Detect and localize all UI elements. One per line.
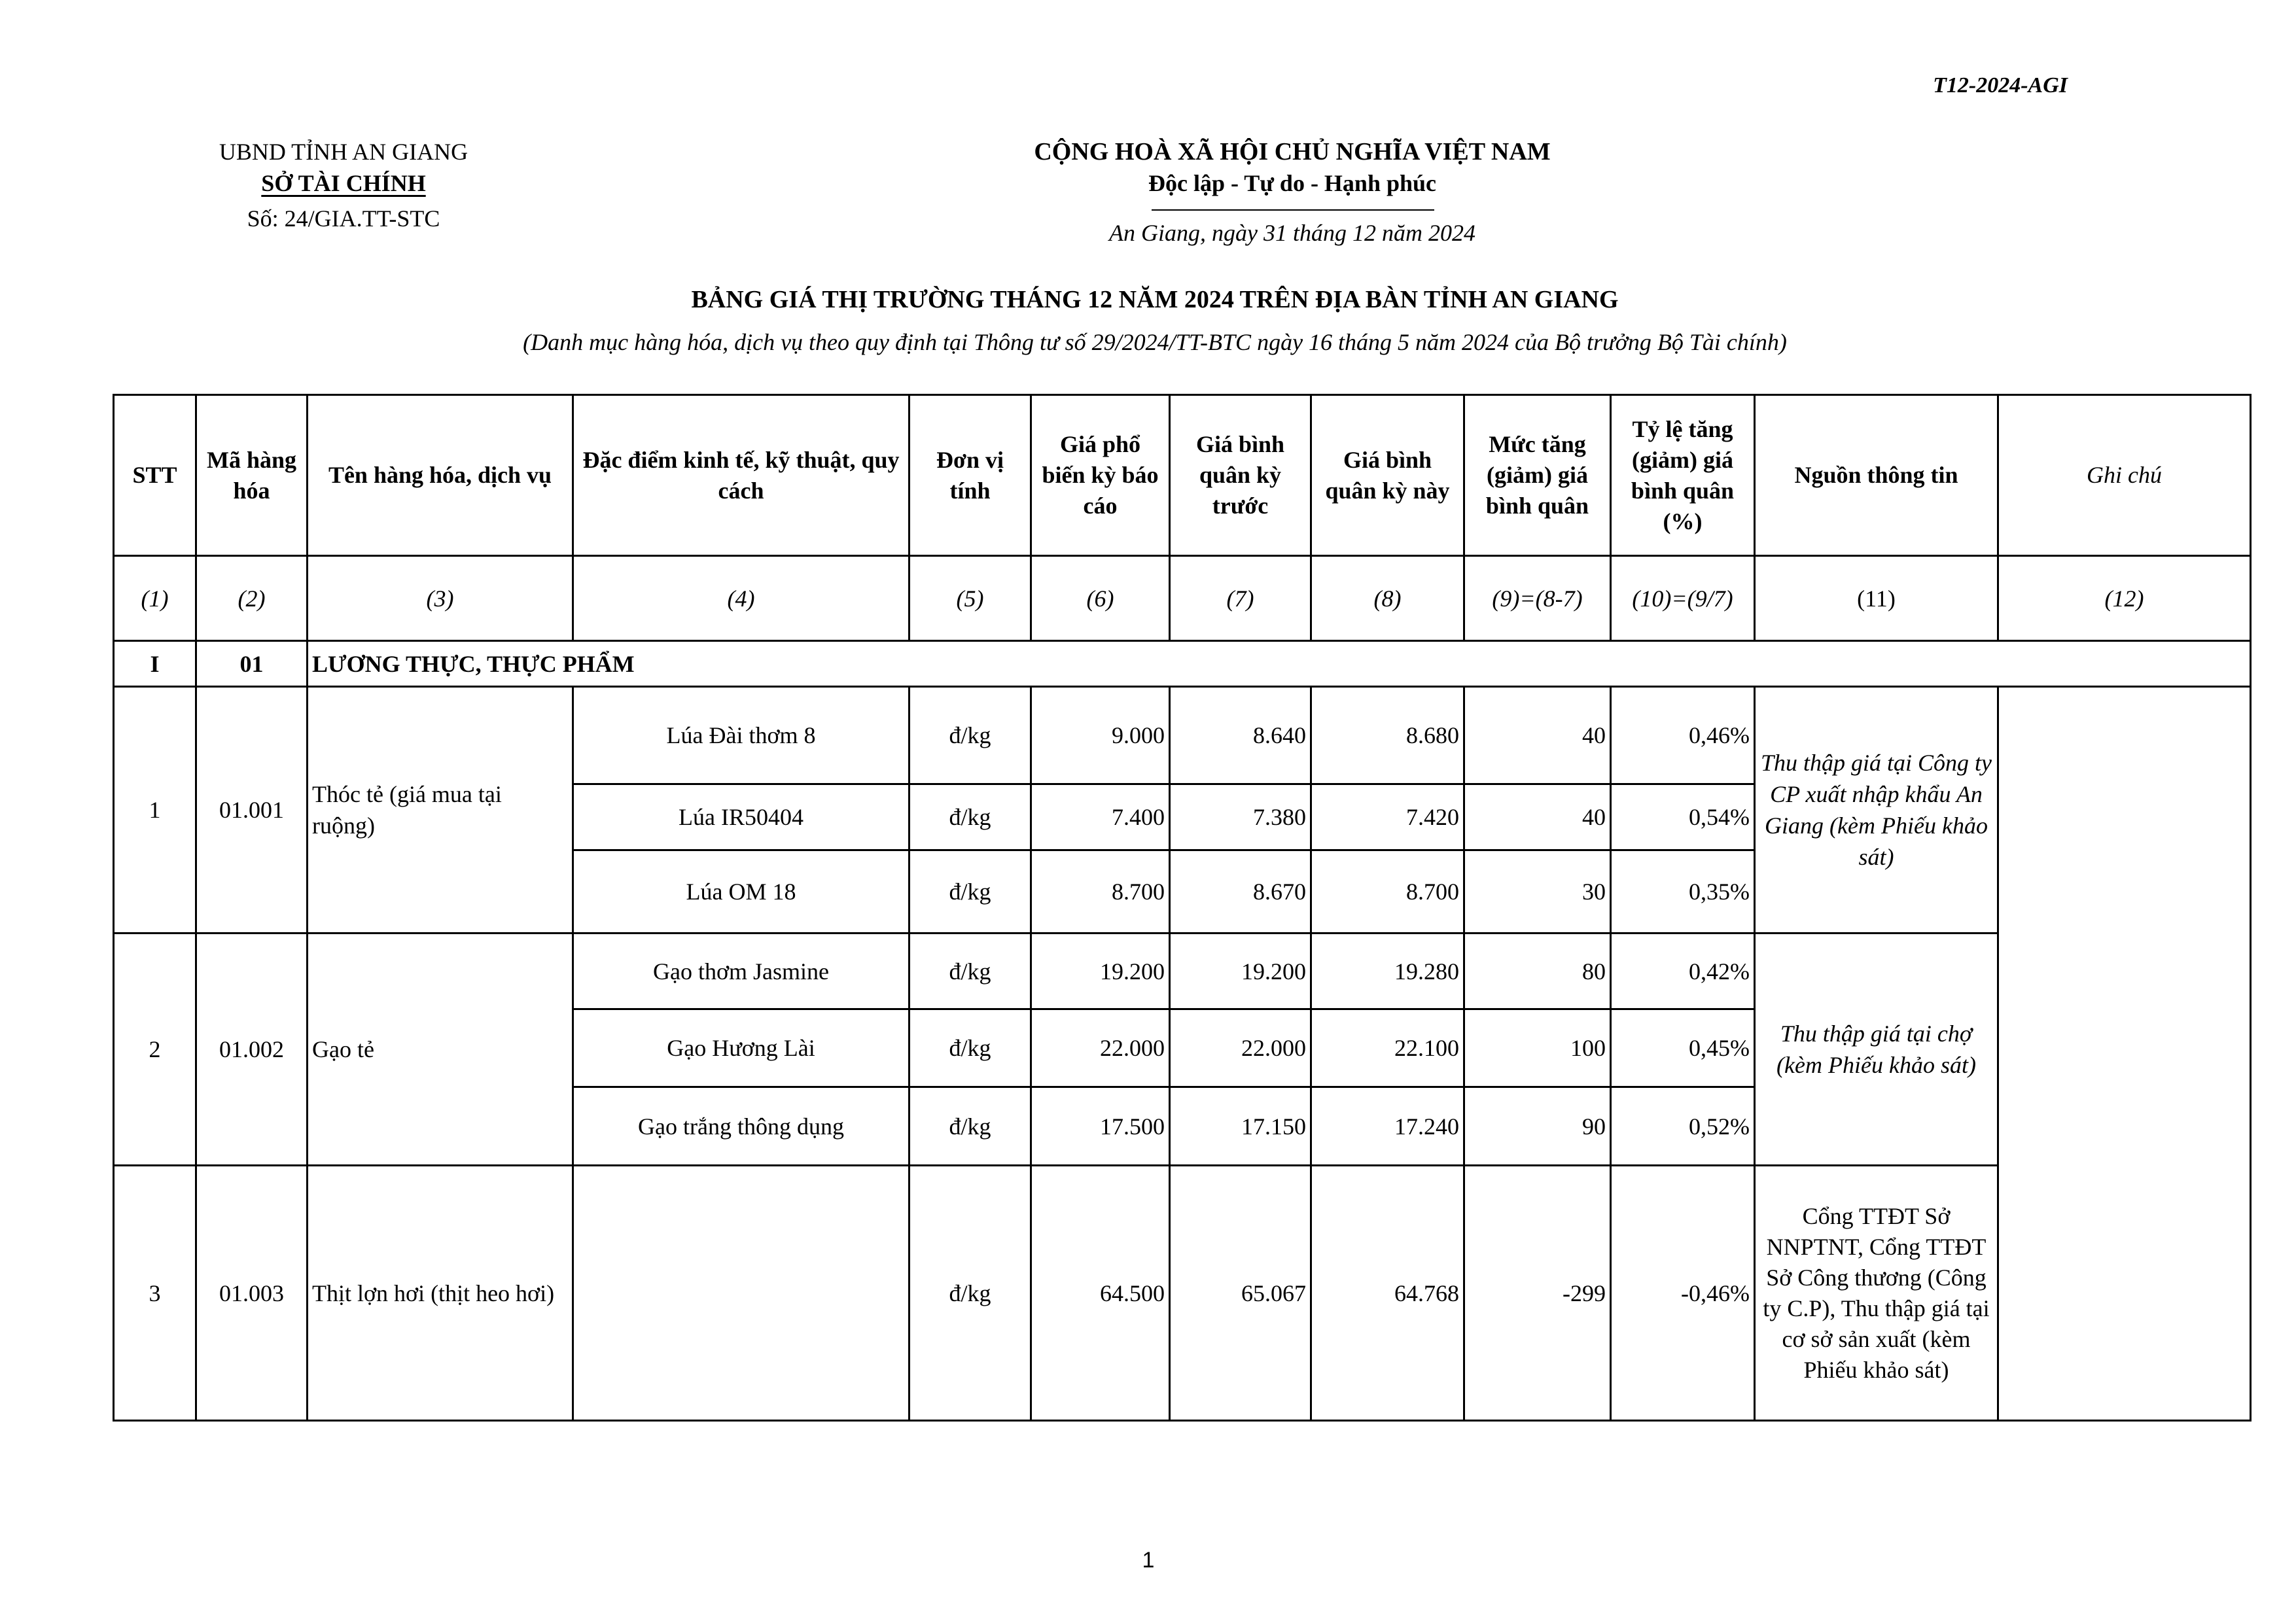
index-cell: (10)=(9/7) (1611, 556, 1755, 641)
row-unit: đ/kg (910, 1087, 1031, 1166)
index-cell: (8) (1311, 556, 1464, 641)
row-change: 40 (1464, 784, 1611, 850)
column-index-row (114, 556, 2251, 641)
row-name: Gạo tẻ (308, 934, 573, 1166)
index-cell: (1) (114, 556, 196, 641)
header-spec: Đặc điểm kinh tế, kỹ thuật, quy cách (573, 395, 910, 556)
document-code: T12-2024-AGI (1933, 73, 2068, 97)
issuer-authority: UBND TỈNH AN GIANG (219, 139, 468, 165)
table-row (114, 1166, 2251, 1421)
document-subtitle: (Danh mục hàng hóa, dịch vụ theo quy định tại Thông tư số 29/2024/TT-BTC ngày 16 tháng 5 năm 2024 của Bộ trưởng Bộ Tài chính) (523, 329, 1787, 355)
section-name: LƯƠNG THỰC, THỰC PHẨM (308, 641, 2251, 687)
table-row (114, 687, 2251, 784)
row-change-pct: 0,54% (1611, 784, 1755, 850)
row-common-price: 8.700 (1031, 850, 1170, 934)
row-unit: đ/kg (910, 1166, 1031, 1421)
row-source: Thu thập giá tại Công ty CP xuất nhập khẩu An Giang (kèm Phiếu khảo sát) (1755, 687, 1998, 934)
index-cell: (5) (910, 556, 1031, 641)
row-common-price: 9.000 (1031, 687, 1170, 784)
row-stt: 2 (114, 934, 196, 1166)
index-cell: (6) (1031, 556, 1170, 641)
index-cell: (3) (308, 556, 573, 641)
header-code: Mã hàng hóa (196, 395, 308, 556)
row-change-pct: -0,46% (1611, 1166, 1755, 1421)
row-unit: đ/kg (910, 1009, 1031, 1087)
row-avg-prev: 17.150 (1170, 1087, 1311, 1166)
row-avg-curr: 64.768 (1311, 1166, 1464, 1421)
header-stt: STT (114, 395, 196, 556)
table-row (114, 934, 2251, 1009)
document-number: Số: 24/GIA.TT-STC (247, 205, 440, 232)
row-avg-prev: 8.640 (1170, 687, 1311, 784)
row-unit: đ/kg (910, 784, 1031, 850)
header-change: Mức tăng (giảm) giá bình quân (1464, 395, 1611, 556)
header-change-pct: Tỷ lệ tăng (giảm) giá bình quân (%) (1611, 395, 1755, 556)
row-avg-prev: 65.067 (1170, 1166, 1311, 1421)
row-change: -299 (1464, 1166, 1611, 1421)
index-cell: (7) (1170, 556, 1311, 641)
row-common-price: 17.500 (1031, 1087, 1170, 1166)
motto-underline (1152, 209, 1434, 211)
row-common-price: 19.200 (1031, 934, 1170, 1009)
row-avg-prev: 19.200 (1170, 934, 1311, 1009)
row-spec: Gạo trắng thông dụng (573, 1087, 910, 1166)
row-spec: Lúa Đài thơm 8 (573, 687, 910, 784)
row-change: 80 (1464, 934, 1611, 1009)
row-change-pct: 0,45% (1611, 1009, 1755, 1087)
row-spec: Lúa OM 18 (573, 850, 910, 934)
header-name: Tên hàng hóa, dịch vụ (308, 395, 573, 556)
row-avg-prev: 7.380 (1170, 784, 1311, 850)
section-row (114, 641, 2251, 687)
row-avg-curr: 8.680 (1311, 687, 1464, 784)
row-code: 01.001 (196, 687, 308, 934)
row-avg-curr: 8.700 (1311, 850, 1464, 934)
header-common-price: Giá phổ biến kỳ báo cáo (1031, 395, 1170, 556)
row-avg-curr: 22.100 (1311, 1009, 1464, 1087)
row-source: Thu thập giá tại chợ (kèm Phiếu khảo sát) (1755, 934, 1998, 1166)
row-unit: đ/kg (910, 934, 1031, 1009)
row-spec: Gạo Hương Lài (573, 1009, 910, 1087)
row-unit: đ/kg (910, 850, 1031, 934)
row-avg-curr: 17.240 (1311, 1087, 1464, 1166)
national-header (949, 136, 1636, 199)
index-cell: (4) (573, 556, 910, 641)
row-name: Thịt lợn hơi (thịt heo hơi) (308, 1166, 573, 1421)
row-change-pct: 0,52% (1611, 1087, 1755, 1166)
row-stt: 1 (114, 687, 196, 934)
row-common-price: 7.400 (1031, 784, 1170, 850)
index-cell: (9)=(8-7) (1464, 556, 1611, 641)
row-common-price: 22.000 (1031, 1009, 1170, 1087)
issue-date: An Giang, ngày 31 tháng 12 năm 2024 (1109, 220, 1475, 246)
document-title: BẢNG GIÁ THỊ TRƯỜNG THÁNG 12 NĂM 2024 TRÊN ĐỊA BÀN TỈNH AN GIANG (691, 286, 1619, 313)
header-unit: Đơn vị tính (910, 395, 1031, 556)
row-avg-curr: 19.280 (1311, 934, 1464, 1009)
national-motto: Độc lập - Tự do - Hạnh phúc (1148, 170, 1437, 196)
index-cell: (2) (196, 556, 308, 641)
index-cell: (12) (1998, 556, 2251, 641)
row-code: 01.002 (196, 934, 308, 1166)
issuer-department: SỞ TÀI CHÍNH (261, 170, 426, 196)
row-code: 01.003 (196, 1166, 308, 1421)
row-note (1998, 687, 2251, 1421)
index-cell: (11) (1755, 556, 1998, 641)
row-spec: Gạo thơm Jasmine (573, 934, 910, 1009)
row-change: 100 (1464, 1009, 1611, 1087)
section-code: 01 (196, 641, 308, 687)
price-table (113, 394, 2252, 1422)
header-source: Nguồn thông tin (1755, 395, 1998, 556)
issuer-header (157, 136, 530, 234)
row-name: Thóc tẻ (giá mua tại ruộng) (308, 687, 573, 934)
row-common-price: 64.500 (1031, 1166, 1170, 1421)
row-stt: 3 (114, 1166, 196, 1421)
row-change-pct: 0,42% (1611, 934, 1755, 1009)
row-avg-curr: 7.420 (1311, 784, 1464, 850)
row-source: Cổng TTĐT Sở NNPTNT, Cổng TTĐT Sở Công thương (Công ty C.P), Thu thập giá tại cơ sở sản xuất (kèm Phiếu khảo sát) (1755, 1166, 1998, 1421)
section-roman: I (114, 641, 196, 687)
header-avg-curr: Giá bình quân kỳ này (1311, 395, 1464, 556)
header-note: Ghi chú (1998, 395, 2251, 556)
row-spec (573, 1166, 910, 1421)
row-change: 30 (1464, 850, 1611, 934)
row-unit: đ/kg (910, 687, 1031, 784)
header-avg-prev: Giá bình quân kỳ trước (1170, 395, 1311, 556)
row-spec: Lúa IR50404 (573, 784, 910, 850)
row-change: 90 (1464, 1087, 1611, 1166)
row-avg-prev: 22.000 (1170, 1009, 1311, 1087)
row-change-pct: 0,35% (1611, 850, 1755, 934)
row-avg-prev: 8.670 (1170, 850, 1311, 934)
row-change: 40 (1464, 687, 1611, 784)
nation-name: CỘNG HOÀ XÃ HỘI CHỦ NGHĨA VIỆT NAM (1034, 138, 1551, 166)
table-header-row (114, 395, 2251, 556)
page-number: 1 (1142, 1548, 1155, 1573)
row-change-pct: 0,46% (1611, 687, 1755, 784)
